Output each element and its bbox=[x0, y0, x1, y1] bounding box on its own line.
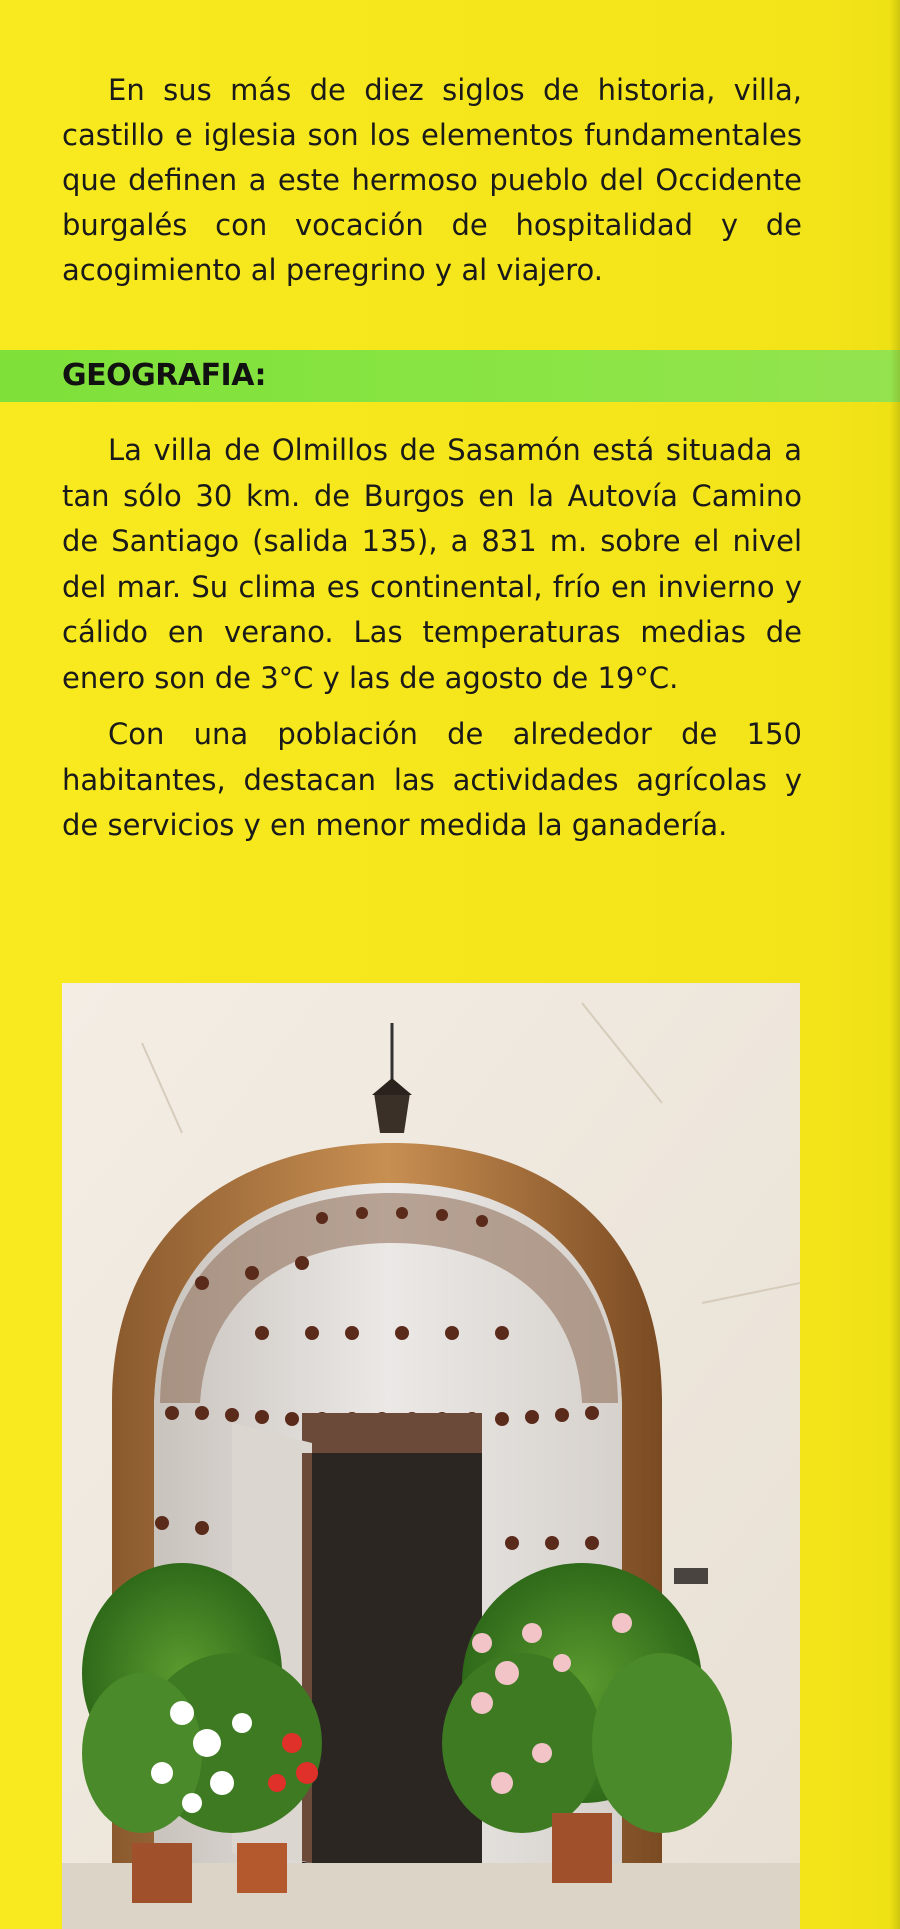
body-paragraph-2: Con una población de alrededor de 150 habitantes, destacan las actividades agrícolas y de servicios y en menor medida la ganadería. bbox=[62, 717, 802, 842]
body-paragraph-1: La villa de Olmillos de Sasamón está situada a tan sólo 30 km. de Burgos en la Autovía Camino de Santiago (salida 135), a 831 m. sobre el nivel del mar. Su clima es continental, frío en invierno y cálido en verano. Las temperaturas medias de enero son de 3°C y las de agosto de 19°C. bbox=[62, 433, 802, 695]
section-body bbox=[62, 428, 802, 849]
intro-paragraph: En sus más de diez siglos de historia, villa, castillo e iglesia son los elementos fundamentales que definen a este hermoso pueblo del Occidente burgalés con vocación de hospitalidad y de acogimiento al peregrino y al viajero. bbox=[62, 73, 802, 287]
section-title: GEOGRAFIA: bbox=[62, 358, 266, 393]
section-header-band bbox=[0, 350, 900, 402]
church-doorway-photo bbox=[62, 983, 800, 1929]
doorway-illustration bbox=[62, 983, 800, 1929]
intro-text bbox=[62, 68, 802, 293]
page-edge-shadow bbox=[890, 0, 900, 1929]
